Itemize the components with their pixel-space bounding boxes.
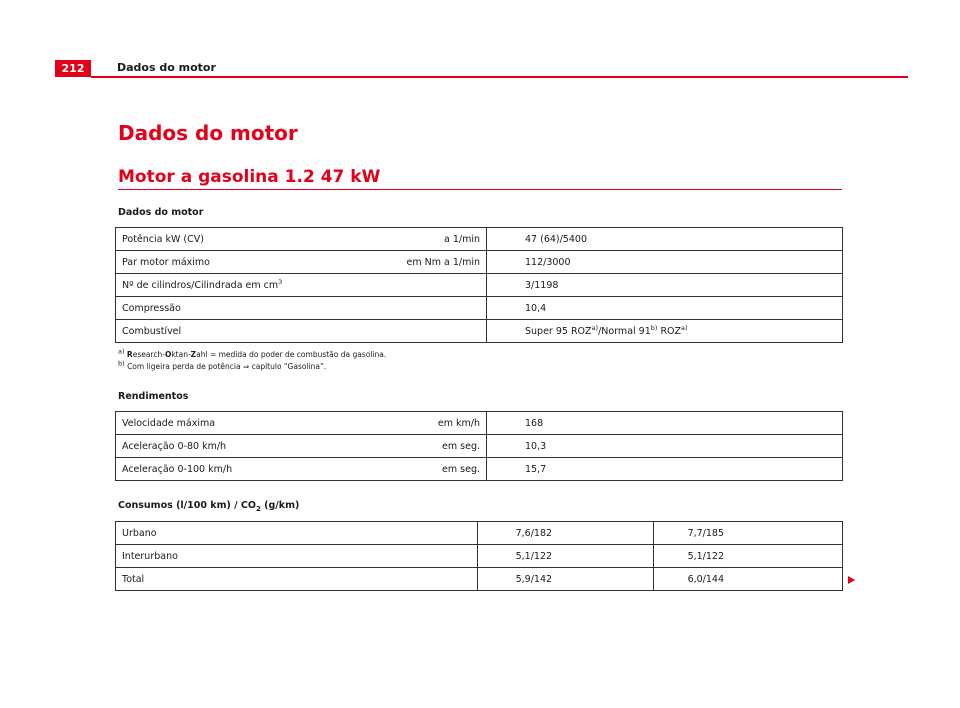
row-value: 7,6/182 <box>477 522 653 545</box>
row-value: 47 (64)/5400 <box>487 228 843 251</box>
fuel-value-part: ROZ <box>657 325 682 337</box>
row-value: 168 <box>487 412 843 435</box>
footnote-emphasis: Z <box>190 350 197 359</box>
table-row <box>116 545 843 568</box>
section-title: Dados do motor <box>118 121 298 145</box>
row-label: Par motor máximo <box>122 256 210 268</box>
row-unit: em Nm a 1/min <box>406 256 480 268</box>
row-label-cell <box>116 435 487 458</box>
footnote-ref: a) <box>681 323 688 332</box>
table-row <box>116 320 843 343</box>
table-row <box>116 435 843 458</box>
fuel-value-part: Super 95 ROZ <box>525 325 592 337</box>
table-row <box>116 568 843 591</box>
footnote-b <box>118 361 386 373</box>
table-row <box>116 458 843 481</box>
footnote-ref: b) <box>650 323 658 332</box>
row-label: Nº de cilindros/Cilindrada em cm <box>122 279 279 291</box>
footnotes <box>118 349 386 373</box>
row-value: 3/1198 <box>487 274 843 297</box>
row-label-cell <box>116 274 487 297</box>
footnote-emphasis: O <box>164 350 172 359</box>
row-value: 15,7 <box>487 458 843 481</box>
triangle-right-icon <box>848 576 855 584</box>
consumption-heading <box>118 500 299 513</box>
fuel-value <box>487 320 843 343</box>
row-label: Potência kW (CV) <box>122 233 204 245</box>
row-label-cell <box>116 320 487 343</box>
row-label-cell <box>116 412 487 435</box>
table-row <box>116 297 843 320</box>
row-label: Combustível <box>122 325 182 337</box>
table-row <box>116 522 843 545</box>
row-unit: a 1/min <box>443 233 480 245</box>
row-label: Urbano <box>116 522 478 545</box>
table-row <box>116 228 843 251</box>
consumption-table <box>115 521 843 591</box>
row-unit: em seg. <box>442 440 480 452</box>
row-value: 112/3000 <box>487 251 843 274</box>
footnote-text: esearch- <box>132 350 165 359</box>
row-label: Velocidade máxima <box>122 417 216 429</box>
performance-heading: Rendimentos <box>118 391 189 402</box>
footnote-a <box>118 349 386 361</box>
consumption-heading-subscript: 2 <box>255 504 261 513</box>
row-unit: em seg. <box>442 463 480 475</box>
header-divider <box>91 76 908 78</box>
row-label: Compressão <box>122 302 181 314</box>
footnote-text: ahl = medida do poder de combustão da gasolina. <box>196 350 387 359</box>
page-number: 212 <box>55 60 91 77</box>
consumption-heading-text: Consumos (l/100 km) / CO <box>118 500 256 511</box>
row-value: 5,1/122 <box>653 545 842 568</box>
row-value: 10,4 <box>487 297 843 320</box>
subsection-divider <box>118 189 842 190</box>
footnote-marker: a) <box>118 347 125 356</box>
table-row <box>116 251 843 274</box>
performance-table <box>115 411 843 481</box>
row-label: Aceleração 0-80 km/h <box>122 440 227 452</box>
footnote-marker: b) <box>118 359 125 368</box>
row-value: 5,1/122 <box>477 545 653 568</box>
footnote-ref: a) <box>591 323 599 332</box>
header-title: Dados do motor <box>117 61 216 74</box>
subsection-title: Motor a gasolina 1.2 47 kW <box>118 167 381 187</box>
table-row <box>116 274 843 297</box>
row-label-cell <box>116 297 487 320</box>
row-label-superscript: 3 <box>278 277 283 286</box>
footnote-text: Com ligeira perda de potência ⇒ capítulo “Gasolina”. <box>127 362 327 371</box>
row-label: Interurbano <box>116 545 478 568</box>
row-value: 5,9/142 <box>477 568 653 591</box>
row-label-cell <box>116 251 487 274</box>
row-value: 10,3 <box>487 435 843 458</box>
row-label-cell <box>116 458 487 481</box>
row-value: 6,0/144 <box>653 568 842 591</box>
row-label: Total <box>116 568 478 591</box>
table-row <box>116 412 843 435</box>
row-label: Aceleração 0-100 km/h <box>122 463 233 475</box>
footnote-text: ktan- <box>171 350 191 359</box>
row-label-cell <box>116 228 487 251</box>
consumption-heading-text: (g/km) <box>260 500 300 511</box>
engine-data-heading: Dados do motor <box>118 207 204 218</box>
row-unit: em km/h <box>437 417 480 429</box>
row-value: 7,7/185 <box>653 522 842 545</box>
engine-data-table <box>115 227 843 343</box>
fuel-value-part: /Normal 91 <box>598 325 651 337</box>
footnote-emphasis: R <box>126 350 133 359</box>
